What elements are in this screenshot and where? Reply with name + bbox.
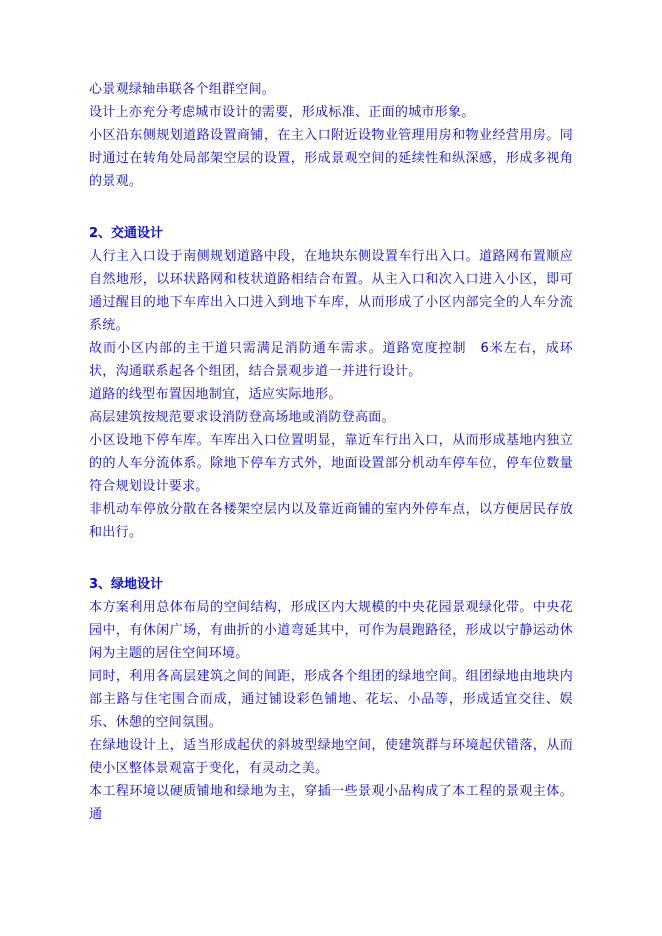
paragraph: 道路的线型布置因地制宜，适应实际地形。 [89,387,342,402]
paragraph: 人行主入口设于南侧规划道路中段，在地块东侧设置车行出入口。道路网布置顺应自然地形，以环状路网和枝状道路相结合布置。从主入口和次入口进入小区，即可通过醒目的地下车库出入口进入到地下车库，从而形成了小区内部完全的人车分流系统。 [89,249,573,333]
paragraph: 小区沿东侧规划道路设置商铺，在主入口附近设物业管理用房和物业经营用房。同时通过在转角处局部架空层的设置，形成景观空间的延续性和纵深感，形成多视角的景观。 [89,128,573,189]
section-heading-greenery: 3、绿地设计 [89,577,164,592]
paragraph: 小区设地下停车库。车库出入口位置明显，靠近车行出入口，从而形成基地内独立的的人车分流体系。除地下停车方式外，地面设置部分机动车停车位，停车位数量符合规划设计要求。 [89,433,573,494]
document-body [89,78,573,826]
paragraph: 本工程环境以硬质铺地和绿地为主，穿插一些景观小品构成了本工程的景观主体。通 [89,784,573,822]
paragraph: 在绿地设计上，适当形成起伏的斜坡型绿地空间，使建筑群与环境起伏错落，从而使小区整体景观富于变化，有灵动之美。 [89,738,573,776]
paragraph: 本方案利用总体布局的空间结构，形成区内大规模的中央花园景观绿化带。中央花园中，有休闲广场，有曲折的小道弯延其中，可作为晨跑路径，形成以宁静运动休闲为主题的居住空间环境。 [89,600,573,661]
paragraph: 同时，利用各高层建筑之间的间距，形成各个组团的绿地空间。组团绿地由地块内部主路与住宅围合而成，通过铺设彩色铺地、花坛、小品等，形成适宜交往、娱乐、休憩的空间氛围。 [89,669,573,730]
paragraph: 故而小区内部的主干道只需满足消防通车需求。道路宽度控制 6米左右，成环状，沟通联系起各个组团，结合景观步道一并进行设计。 [89,341,573,379]
paragraph: 非机动车停放分散在各楼架空层内以及靠近商铺的室内外停车点，以方便居民存放和出行。 [89,502,573,540]
paragraph: 心景观绿轴串联各个组群空间。 [89,82,276,97]
section-spacer [89,544,573,567]
paragraph: 设计上亦充分考虑城市设计的需要，形成标准、正面的城市形象。 [89,105,475,120]
section-heading-traffic: 2、交通设计 [89,226,164,241]
section-spacer [89,193,573,216]
paragraph: 高层建筑按规范要求设消防登高场地或消防登高面。 [89,410,395,425]
